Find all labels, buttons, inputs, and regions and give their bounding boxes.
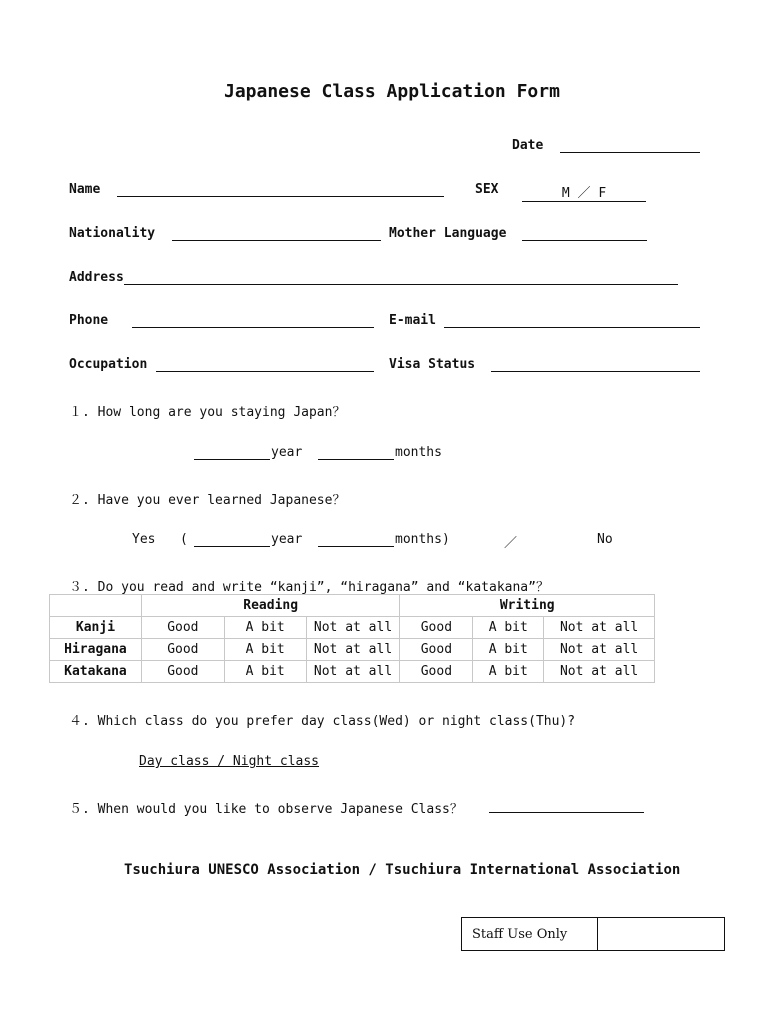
sex-options: M ／ F xyxy=(522,182,646,202)
sex-field[interactable] xyxy=(522,182,646,202)
q1-year-field[interactable] xyxy=(194,459,270,460)
reading-header: Reading xyxy=(141,595,400,617)
question-5: ５. When would you like to observe Japanese Class？ xyxy=(69,802,463,817)
email-field[interactable] xyxy=(444,327,700,328)
katakana-writing-not-at-all[interactable]: Not at all xyxy=(544,661,655,683)
staff-use-label: Staff Use Only xyxy=(462,918,598,950)
q2-year-field[interactable] xyxy=(194,546,270,547)
writing-header: Writing xyxy=(400,595,655,617)
skills-table xyxy=(49,594,655,683)
mother-language-label: Mother Language xyxy=(389,226,507,241)
q4-class-choices[interactable]: Day class / Night class xyxy=(139,754,320,769)
table-row xyxy=(50,639,655,661)
sex-label: SEX xyxy=(475,182,499,197)
q2-yes-option[interactable]: Yes xyxy=(132,532,156,547)
nationality-field[interactable] xyxy=(172,240,381,241)
katakana-reading-a-bit[interactable]: A bit xyxy=(224,661,306,683)
q1-months-label: months xyxy=(395,445,442,460)
hiragana-reading-not-at-all[interactable]: Not at all xyxy=(306,639,400,661)
kanji-reading-a-bit[interactable]: A bit xyxy=(224,617,306,639)
name-label: Name xyxy=(69,182,101,197)
nationality-label: Nationality xyxy=(69,226,156,241)
hiragana-writing-a-bit[interactable]: A bit xyxy=(473,639,544,661)
row-label-katakana: Katakana xyxy=(50,661,142,683)
q5-answer-field[interactable] xyxy=(489,812,644,813)
date-field[interactable] xyxy=(560,152,700,153)
question-2: ２. Have you ever learned Japanese？ xyxy=(69,493,346,508)
hiragana-writing-good[interactable]: Good xyxy=(400,639,473,661)
name-field[interactable] xyxy=(117,196,444,197)
q1-months-field[interactable] xyxy=(318,459,394,460)
address-field[interactable] xyxy=(124,284,678,285)
kanji-writing-good[interactable]: Good xyxy=(400,617,473,639)
q2-slash: ／ xyxy=(504,536,518,551)
kanji-writing-a-bit[interactable]: A bit xyxy=(473,617,544,639)
q1-year-label: year xyxy=(271,445,303,460)
katakana-writing-a-bit[interactable]: A bit xyxy=(473,661,544,683)
question-3: ３. Do you read and write “kanji”, “hiragana” and “katakana”？ xyxy=(69,580,549,595)
table-corner-cell xyxy=(50,595,142,617)
kanji-writing-not-at-all[interactable]: Not at all xyxy=(544,617,655,639)
katakana-reading-not-at-all[interactable]: Not at all xyxy=(306,661,400,683)
address-label: Address xyxy=(69,270,124,285)
kanji-reading-not-at-all[interactable]: Not at all xyxy=(306,617,400,639)
row-label-kanji: Kanji xyxy=(50,617,142,639)
hiragana-reading-a-bit[interactable]: A bit xyxy=(224,639,306,661)
occupation-field[interactable] xyxy=(156,371,374,372)
email-label: E-mail xyxy=(389,313,436,328)
table-row xyxy=(50,617,655,639)
q2-months-field[interactable] xyxy=(318,546,394,547)
visa-status-field[interactable] xyxy=(491,371,700,372)
occupation-label: Occupation xyxy=(69,357,148,372)
phone-field[interactable] xyxy=(132,327,374,328)
table-header-row xyxy=(50,595,655,617)
staff-use-field xyxy=(598,918,724,950)
question-1: １. How long are you staying Japan？ xyxy=(69,405,346,420)
q2-months-label: months) xyxy=(395,532,450,547)
hiragana-writing-not-at-all[interactable]: Not at all xyxy=(544,639,655,661)
staff-use-box xyxy=(461,917,725,951)
mother-language-field[interactable] xyxy=(522,240,647,241)
table-row xyxy=(50,661,655,683)
question-4: ４. Which class do you prefer day class(Wed) or night class(Thu)? xyxy=(69,714,576,729)
hiragana-reading-good[interactable]: Good xyxy=(141,639,224,661)
date-label: Date xyxy=(512,138,544,153)
katakana-reading-good[interactable]: Good xyxy=(141,661,224,683)
q2-year-label: year xyxy=(271,532,303,547)
kanji-reading-good[interactable]: Good xyxy=(141,617,224,639)
phone-label: Phone xyxy=(69,313,109,328)
visa-status-label: Visa Status xyxy=(389,357,476,372)
katakana-writing-good[interactable]: Good xyxy=(400,661,473,683)
form-title: Japanese Class Application Form xyxy=(224,81,560,102)
q2-open-paren: ( xyxy=(180,532,188,547)
row-label-hiragana: Hiragana xyxy=(50,639,142,661)
organization-footer: Tsuchiura UNESCO Association / Tsuchiura International Association xyxy=(124,862,681,878)
q2-no-option[interactable]: No xyxy=(597,532,613,547)
